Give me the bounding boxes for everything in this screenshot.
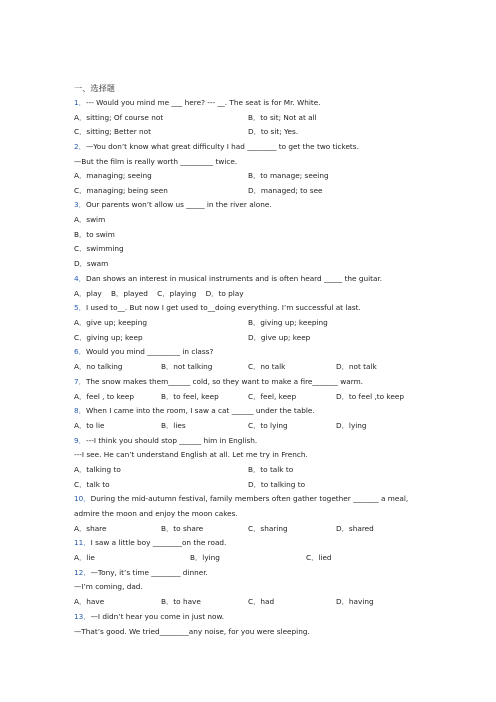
option-c: C．talk to	[74, 480, 110, 489]
question-6	[74, 347, 213, 356]
option-d: D．lying	[336, 421, 367, 430]
option-c: C．managing; being seen	[74, 186, 168, 195]
option-d: D．managed; to see	[248, 186, 323, 195]
question-text-line2: —But the film is really worth _________ twice.	[74, 157, 238, 166]
options-row: A．play B．played C．playing D．to play	[74, 289, 244, 298]
option-a: A．talking to	[74, 465, 121, 474]
question-number: 8．	[74, 406, 86, 415]
option-b: B．lies	[161, 421, 186, 430]
option-c: C．swimming	[74, 244, 124, 253]
question-text: —You don’t know what great difficulty I had ________ to get the two tickets.	[85, 142, 359, 151]
question-text: —Tony, it’s time ________ dinner.	[90, 568, 208, 577]
question-number: 12．	[74, 568, 91, 577]
option-a: A．sitting; Of course not	[74, 113, 164, 122]
question-text: --- Would you mind me ___ here? --- __. The seat is for Mr. White.	[85, 98, 321, 107]
option-a: A．feel , to keep	[74, 392, 135, 401]
option-d: D．not talk	[336, 362, 377, 371]
option-b: B．to swim	[74, 230, 115, 239]
question-text: —I didn’t hear you come in just now.	[90, 612, 225, 621]
option-a: A．have	[74, 597, 105, 606]
question-text: When I came into the room, I saw a cat ______ under the table.	[85, 406, 315, 415]
option-b: B．giving up; keeping	[248, 318, 328, 327]
question-text: I used to__. But now I get used to__doing everything. I’m successful at last.	[85, 303, 361, 312]
question-10	[74, 494, 408, 503]
option-b: B．not talking	[161, 362, 213, 371]
question-3	[74, 200, 272, 209]
question-text-line2: admire the moon and enjoy the moon cakes.	[74, 509, 238, 518]
option-c: C．lied	[306, 553, 332, 562]
question-text: Our parents won’t allow us _____ in the river alone.	[85, 200, 272, 209]
question-text-line2: ---I see. He can’t understand English at all. Let me try in French.	[74, 450, 308, 459]
option-a: A．no talking	[74, 362, 123, 371]
option-c: C．sharing	[248, 524, 288, 533]
question-8	[74, 406, 315, 415]
question-text: During the mid-autumn festival, family members often gather together _______ a meal,	[90, 494, 409, 503]
question-number: 7．	[74, 377, 86, 386]
option-d: D．swam	[74, 259, 109, 268]
question-12	[74, 568, 208, 577]
question-text-line2: —That’s good. We tried________any noise, for you were sleeping.	[74, 627, 310, 636]
question-number: 2．	[74, 142, 86, 151]
option-c: C．had	[248, 597, 275, 606]
option-c: C．no talk	[248, 362, 286, 371]
question-9	[74, 436, 257, 445]
option-a: A．swim	[74, 215, 106, 224]
option-b: B．lying	[190, 553, 220, 562]
option-b: B．to talk to	[248, 465, 294, 474]
option-c: C．to lying	[248, 421, 288, 430]
question-11	[74, 538, 226, 547]
question-7	[74, 377, 363, 386]
section-title: 一、选择题	[74, 83, 115, 93]
question-2	[74, 142, 359, 151]
option-c: C．feel, keep	[248, 392, 297, 401]
option-b: B．to have	[161, 597, 201, 606]
option-a: A．lie	[74, 553, 95, 562]
question-number: 11．	[74, 538, 91, 547]
question-4	[74, 274, 382, 283]
option-c: C．giving up; keep	[74, 333, 143, 342]
option-d: D．to talking to	[248, 480, 306, 489]
question-number: 3．	[74, 200, 86, 209]
question-number: 10．	[74, 494, 91, 503]
question-number: 6．	[74, 347, 86, 356]
question-text: Would you mind _________ in class?	[85, 347, 214, 356]
option-b: B．to manage; seeing	[248, 171, 329, 180]
question-number: 9．	[74, 436, 86, 445]
option-b: B．to sit; Not at all	[248, 113, 317, 122]
question-text: The snow makes them______ cold, so they want to make a fire_______ warm.	[85, 377, 363, 386]
option-d: D．having	[336, 597, 374, 606]
question-text-line2: —I’m coming, dad.	[74, 582, 143, 591]
question-5	[74, 303, 361, 312]
question-number: 1．	[74, 98, 86, 107]
option-a: A．managing; seeing	[74, 171, 152, 180]
question-number: 5．	[74, 303, 86, 312]
option-d: D．to sit; Yes.	[248, 127, 299, 136]
question-13	[74, 612, 224, 621]
question-1	[74, 98, 321, 107]
option-c: C．sitting; Better not	[74, 127, 151, 136]
option-b: B．to feel, keep	[161, 392, 219, 401]
question-text: ---I think you should stop ______ him in English.	[85, 436, 258, 445]
question-number: 4．	[74, 274, 86, 283]
option-a: A．to lie	[74, 421, 105, 430]
option-d: D．give up; keep	[248, 333, 311, 342]
option-d: D．to feel ,to keep	[336, 392, 404, 401]
option-d: D．shared	[336, 524, 374, 533]
question-number: 13．	[74, 612, 91, 621]
question-text: I saw a little boy ________on the road.	[90, 538, 227, 547]
question-text: Dan shows an interest in musical instruments and is often heard _____ the guitar.	[85, 274, 383, 283]
option-a: A．give up; keeping	[74, 318, 147, 327]
option-a: A．share	[74, 524, 107, 533]
option-b: B．to share	[161, 524, 204, 533]
